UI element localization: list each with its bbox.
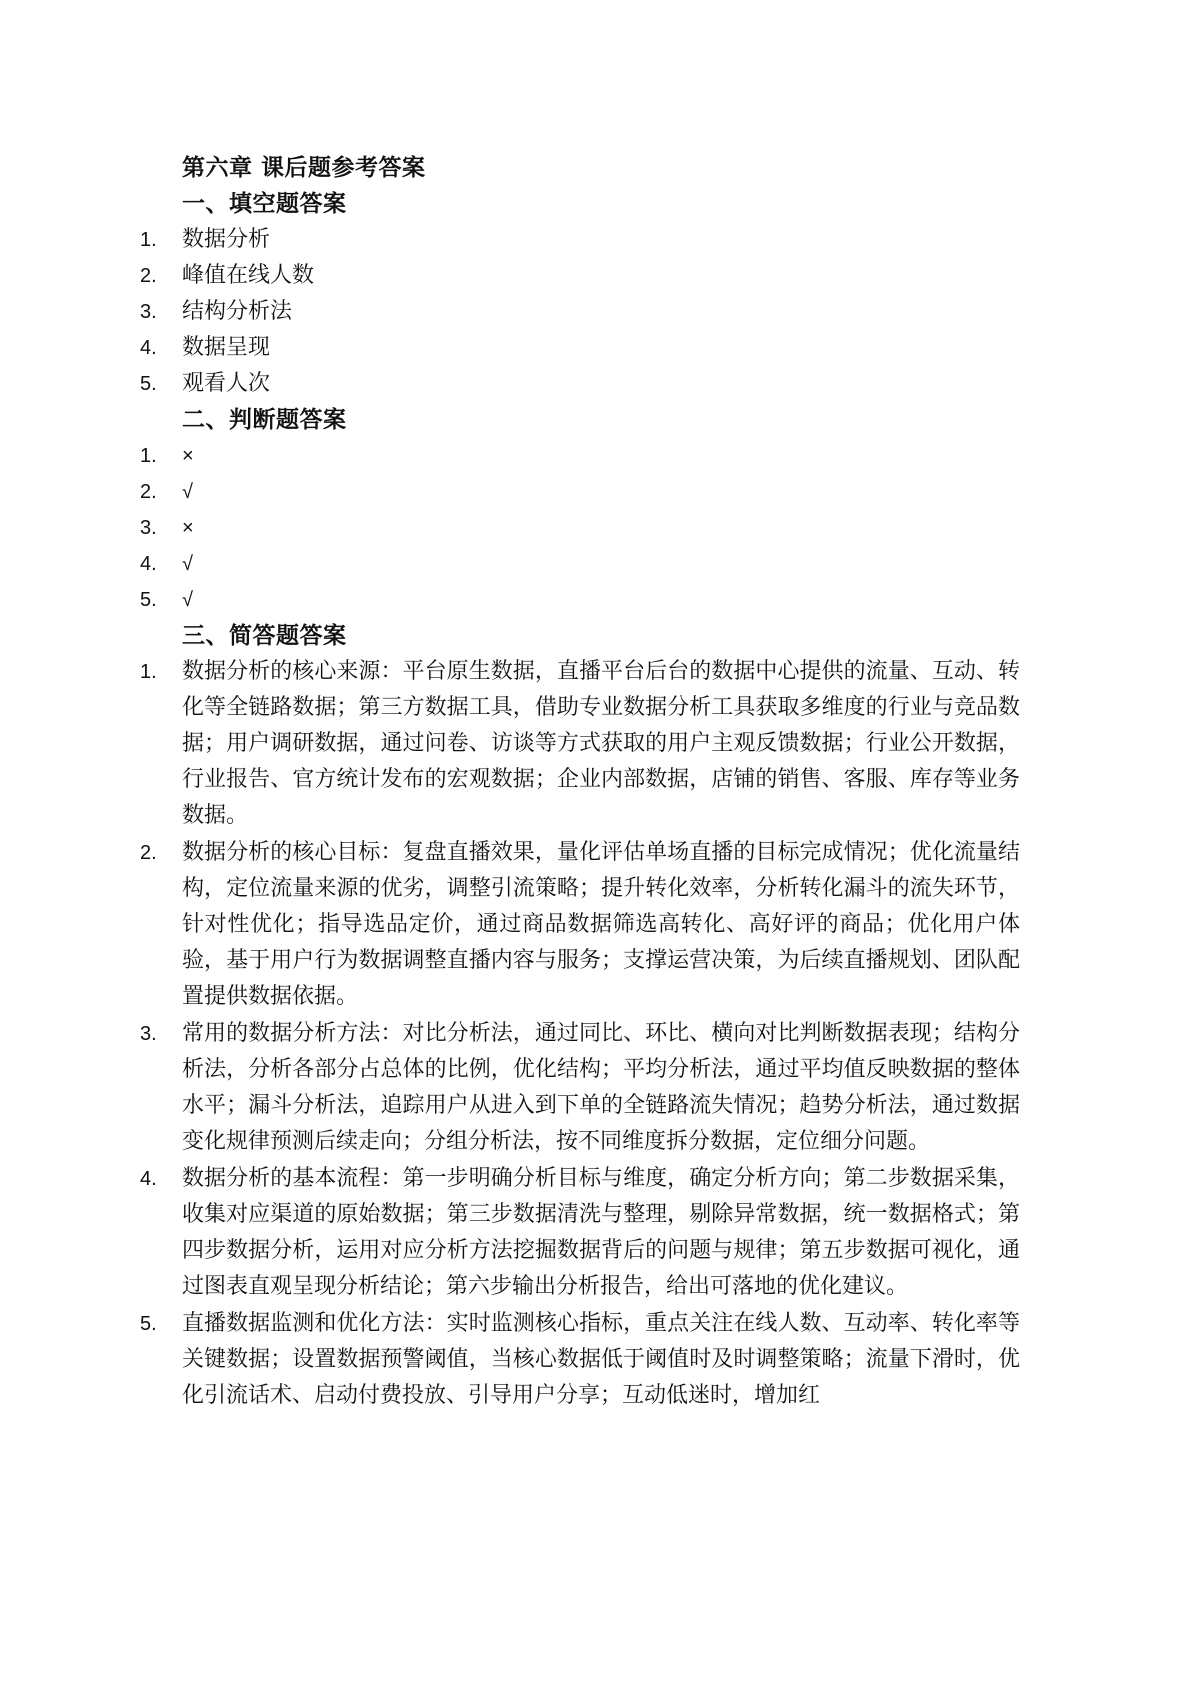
item-number: 1. bbox=[140, 445, 157, 467]
list-item bbox=[140, 1161, 1020, 1305]
item-text: √ bbox=[182, 553, 193, 575]
item-text: 数据分析 bbox=[182, 227, 271, 252]
item-number: 2. bbox=[140, 842, 157, 864]
item-number: 3. bbox=[140, 301, 157, 323]
item-text: 数据呈现 bbox=[182, 335, 271, 360]
section-heading-true-false: 二、判断题答案 bbox=[182, 407, 347, 433]
item-text: 结构分析法 bbox=[182, 299, 293, 324]
fill-blank-list bbox=[140, 222, 1020, 402]
item-text: √ bbox=[182, 589, 193, 611]
item-number: 3. bbox=[140, 1023, 157, 1045]
item-number: 4. bbox=[140, 337, 157, 359]
section-heading-short-answer: 三、简答题答案 bbox=[182, 623, 347, 649]
item-number: 4. bbox=[140, 553, 157, 575]
item-text: × bbox=[182, 445, 194, 467]
item-text: √ bbox=[182, 481, 193, 503]
list-item bbox=[140, 546, 1020, 582]
item-text: 数据分析的基本流程：第一步明确分析目标与维度，确定分析方向；第二步数据采集，收集对应渠道的原始数据；第三步数据清洗与整理，剔除异常数据，统一数据格式；第四步数据分析，运用对应分析方法挖掘数据背后的问题与规律；第五步数据可视化，通过图表直观呈现分析结论；第六步输出分析报告，给出可落地的优化建议。 bbox=[182, 1166, 1020, 1299]
list-item bbox=[140, 510, 1020, 546]
item-text: 数据分析的核心目标：复盘直播效果，量化评估单场直播的目标完成情况；优化流量结构，定位流量来源的优劣，调整引流策略；提升转化效率，分析转化漏斗的流失环节，针对性优化；指导选品定价，通过商品数据筛选高转化、高好评的商品；优化用户体验，基于用户行为数据调整直播内容与服务；支撑运营决策，为后续直播规划、团队配置提供数据依据。 bbox=[182, 840, 1020, 1009]
list-item bbox=[140, 1016, 1020, 1160]
item-text: 常用的数据分析方法：对比分析法，通过同比、环比、横向对比判断数据表现；结构分析法，分析各部分占总体的比例，优化结构；平均分析法，通过平均值反映数据的整体水平；漏斗分析法，追踪用户从进入到下单的全链路流失情况；趋势分析法，通过数据变化规律预测后续走向；分组分析法，按不同维度拆分数据，定位细分问题。 bbox=[182, 1021, 1020, 1154]
item-text: 峰值在线人数 bbox=[182, 263, 315, 288]
short-answer-list bbox=[140, 654, 1020, 1414]
item-text: 直播数据监测和优化方法：实时监测核心指标，重点关注在线人数、互动率、转化率等关键数据；设置数据预警阈值，当核心数据低于阈值时及时调整策略；流量下滑时，优化引流话术、启动付费投放、引导用户分享；互动低迷时，增加红 bbox=[182, 1311, 1020, 1408]
list-item bbox=[140, 366, 1020, 402]
item-number: 4. bbox=[140, 1168, 157, 1190]
item-number: 1. bbox=[140, 661, 157, 683]
true-false-list bbox=[140, 438, 1020, 618]
list-item bbox=[140, 330, 1020, 366]
list-item bbox=[140, 438, 1020, 474]
document-content bbox=[140, 150, 1020, 1415]
item-number: 5. bbox=[140, 1313, 157, 1335]
page-title: 第六章 课后题参考答案 bbox=[182, 155, 426, 181]
item-number: 2. bbox=[140, 265, 157, 287]
list-item bbox=[140, 582, 1020, 618]
list-item bbox=[140, 1306, 1020, 1414]
item-number: 2. bbox=[140, 481, 157, 503]
list-item bbox=[140, 294, 1020, 330]
section-heading-fill-blank: 一、填空题答案 bbox=[182, 191, 347, 217]
list-item bbox=[140, 654, 1020, 834]
item-number: 3. bbox=[140, 517, 157, 539]
item-text: × bbox=[182, 517, 194, 539]
list-item bbox=[140, 222, 1020, 258]
item-text: 数据分析的核心来源：平台原生数据，直播平台后台的数据中心提供的流量、互动、转化等全链路数据；第三方数据工具，借助专业数据分析工具获取多维度的行业与竞品数据；用户调研数据，通过问卷、访谈等方式获取的用户主观反馈数据；行业公开数据，行业报告、官方统计发布的宏观数据；企业内部数据，店铺的销售、客服、库存等业务数据。 bbox=[182, 659, 1020, 828]
list-item bbox=[140, 258, 1020, 294]
item-text: 观看人次 bbox=[182, 371, 271, 396]
item-number: 1. bbox=[140, 229, 157, 251]
list-item bbox=[140, 835, 1020, 1015]
item-number: 5. bbox=[140, 589, 157, 611]
item-number: 5. bbox=[140, 373, 157, 395]
list-item bbox=[140, 474, 1020, 510]
